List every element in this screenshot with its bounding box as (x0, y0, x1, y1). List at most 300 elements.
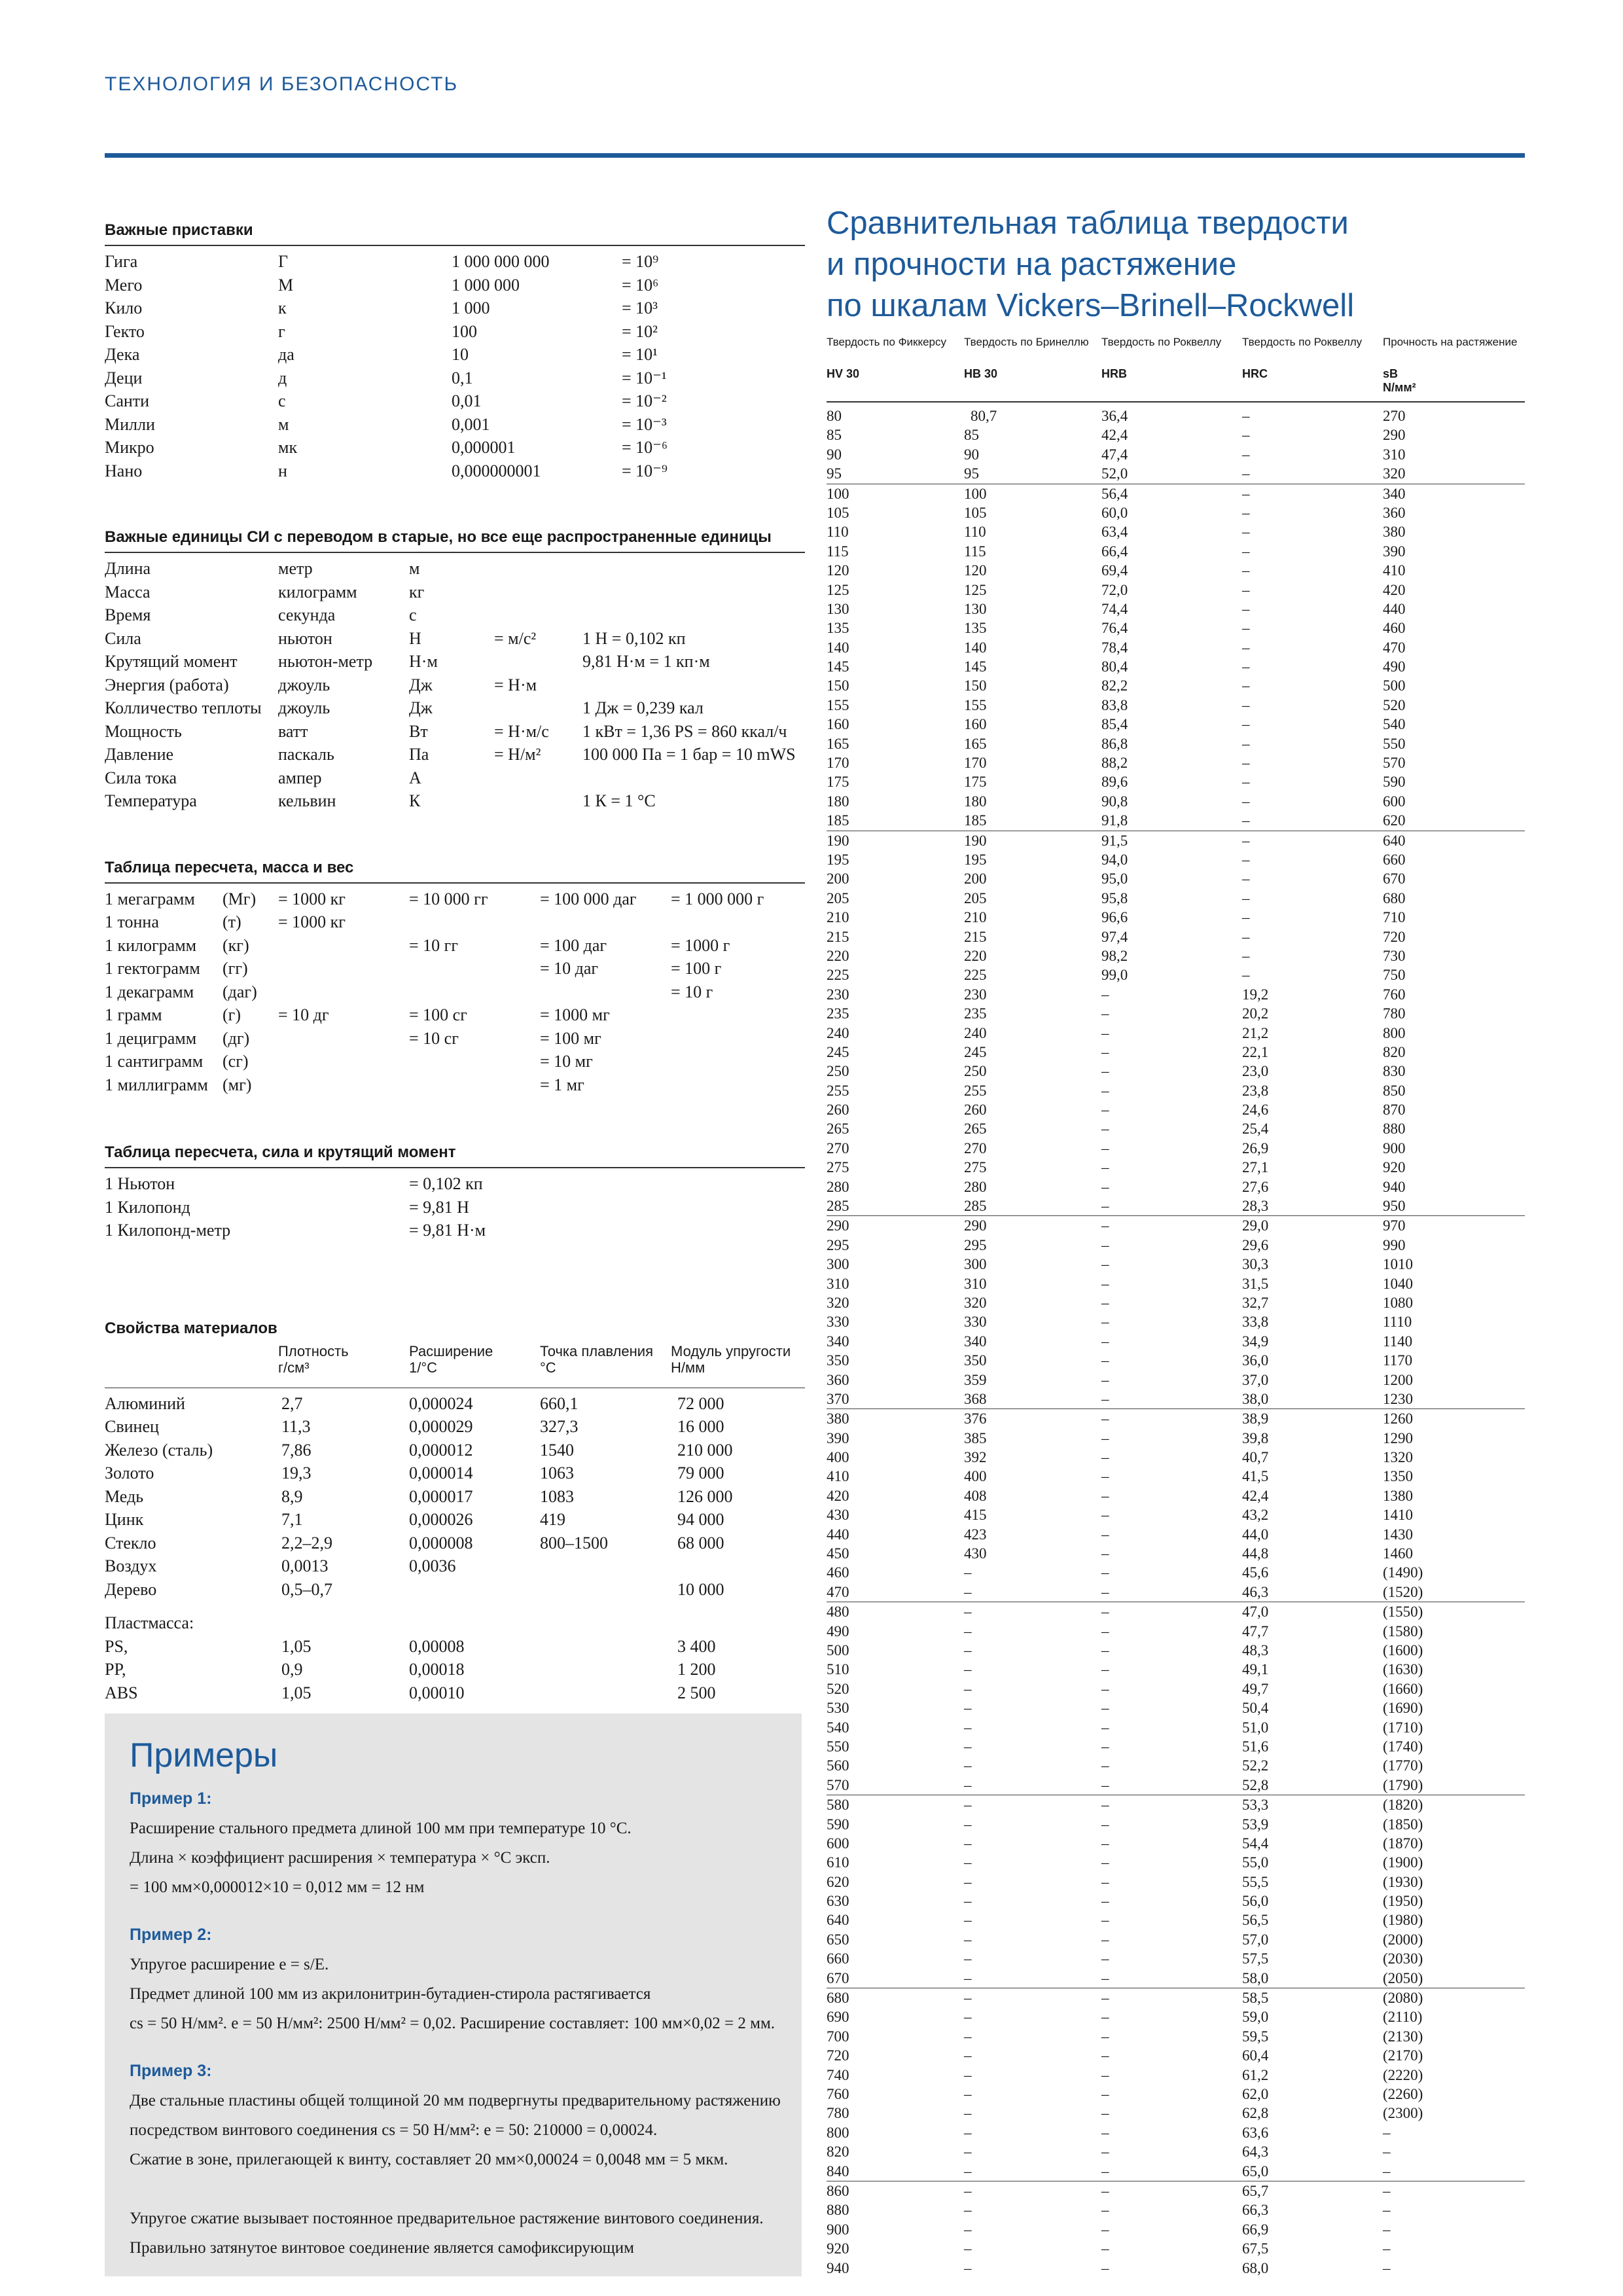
prefix-row-cell: = 10⁻⁹ (622, 461, 668, 480)
examples-title: Примеры (130, 1736, 278, 1774)
hardness-cell: 650 (827, 1931, 849, 1948)
hardness-cell: 500 (1383, 677, 1406, 694)
hardness-cell: 78,4 (1101, 639, 1128, 656)
si-unit-row-cell: = м/с² (494, 628, 537, 648)
plastic-row (105, 1658, 805, 1681)
hardness-cell: – (1242, 793, 1250, 810)
hardness-cell: 500 (827, 1642, 849, 1659)
hardness-cell: – (1101, 2240, 1109, 2257)
hardness-cell: – (1101, 1005, 1109, 1022)
hardness-cell: 145 (964, 658, 987, 675)
hardness-cell: (1690) (1383, 1700, 1423, 1717)
hardness-cell: 34,9 (1242, 1333, 1269, 1350)
hardness-cell: – (1101, 1139, 1109, 1157)
hardness-cell: – (964, 1990, 972, 2007)
hardness-cell: – (964, 1583, 972, 1600)
hardness-row (827, 1158, 1525, 1177)
hardness-cell: – (964, 1912, 972, 1929)
hardness-row (827, 638, 1525, 657)
hardness-cell: 290 (827, 1217, 849, 1234)
hardness-cell: 53,9 (1242, 1816, 1269, 1833)
mass-row-cell: = 100 мг (540, 1028, 601, 1048)
prefix-row-cell: = 10² (622, 321, 658, 341)
hardness-cell: – (964, 1623, 972, 1640)
si-unit-row (105, 627, 805, 651)
mass-row-cell: = 10 сг (409, 1028, 459, 1048)
hardness-cell: 380 (1383, 524, 1406, 541)
prefix-row-cell: Милли (105, 414, 155, 434)
hardness-row (827, 1043, 1525, 1062)
si-unit-row-cell: Крутящий момент (105, 652, 238, 671)
material-row-cell: 94 000 (677, 1510, 724, 1529)
si-unit-row-cell: ампер (278, 768, 322, 787)
si-unit-row-cell: килограмм (278, 582, 357, 601)
force-row-cell: = 9,81 Н·м (409, 1221, 486, 1240)
force-row (105, 1196, 805, 1219)
hardness-cell: – (964, 1969, 972, 1986)
hardness-cell: 320 (964, 1294, 987, 1311)
mass-row-cell: = 100 г (671, 959, 722, 978)
hardness-cell: 220 (827, 947, 849, 964)
force-section (105, 1143, 805, 1242)
example-heading: Пример 3: (130, 2062, 212, 2080)
si-units-title: Важные единицы СИ с переводом в старые, но все еще распространенные единицы (105, 528, 805, 553)
example-line (130, 2174, 810, 2204)
hardness-cell: (1600) (1383, 1642, 1423, 1659)
hardness-cell: – (1383, 2221, 1391, 2238)
mass-row-cell: = 10 г (671, 982, 713, 1001)
hardness-row (827, 1409, 1525, 1428)
force-row-cell: 1 Ньютон (105, 1174, 175, 1193)
force-row-cell: = 9,81 Н (409, 1197, 469, 1217)
hardness-cell: 670 (827, 1969, 849, 1986)
material-row-cell: 0,000029 (409, 1417, 473, 1436)
si-unit-row-cell: кельвин (278, 791, 336, 810)
materials-table (105, 1392, 805, 1705)
material-row-cell: 10 000 (677, 1579, 724, 1599)
hardness-cell: 1110 (1383, 1314, 1412, 1331)
si-unit-row-cell: с (409, 605, 417, 624)
si-unit-row-cell: Длина (105, 559, 151, 578)
hardness-cell: – (964, 2047, 972, 2064)
prefix-row-cell: = 10⁻³ (622, 414, 667, 434)
hardness-cell: 410 (827, 1468, 849, 1485)
hardness-cell: 180 (964, 793, 987, 810)
hardness-cell: 180 (827, 793, 849, 810)
hardness-cell: 56,4 (1101, 485, 1128, 502)
hardness-row (827, 811, 1525, 831)
hardness-cell: 215 (827, 928, 849, 945)
hardness-row (827, 1718, 1525, 1737)
si-unit-row-cell: кг (409, 582, 425, 601)
hardness-cell: 190 (827, 832, 849, 849)
hardness-row (827, 1873, 1525, 1892)
hardness-cell: 800 (1383, 1024, 1406, 1041)
hardness-cell: – (1242, 658, 1250, 675)
hardness-cell: – (1101, 1816, 1109, 1833)
hardness-cell: 88,2 (1101, 755, 1128, 772)
prefix-row-cell: 0,000000001 (452, 461, 541, 480)
material-row-cell: 7,1 (281, 1510, 303, 1529)
hardness-cell: 215 (964, 928, 987, 945)
force-row (105, 1219, 805, 1242)
hardness-row (827, 985, 1525, 1004)
hardness-cell: – (1383, 2202, 1391, 2219)
hardness-cell: 376 (964, 1410, 987, 1427)
hardness-cell: – (964, 1835, 972, 1852)
mass-row-cell: (т) (223, 912, 241, 931)
hardness-cell: – (964, 1564, 972, 1581)
mass-row-cell: 1 миллиграмм (105, 1075, 208, 1094)
material-row-cell: 8,9 (281, 1486, 303, 1506)
hardness-row (827, 1892, 1525, 1910)
hardness-row (827, 831, 1525, 850)
prefix-row-cell: 1 000 000 000 (452, 252, 550, 271)
hardness-cell: 600 (1383, 793, 1406, 810)
hardness-cell: – (1101, 1680, 1109, 1697)
hardness-cell: – (1101, 2202, 1109, 2219)
hardness-cell: 195 (827, 851, 849, 868)
hardness-row (827, 734, 1525, 753)
hardness-cell: – (1242, 909, 1250, 926)
mass-row (105, 1027, 805, 1050)
hardness-cell: – (964, 2259, 972, 2276)
hardness-cell: – (1101, 1487, 1109, 1504)
si-unit-row-cell: Сила (105, 628, 141, 648)
hardness-cell: – (964, 1661, 972, 1678)
hardness-row (827, 1988, 1525, 2007)
material-row (105, 1532, 805, 1555)
hardness-cell: – (1101, 1043, 1109, 1060)
hardness-cell: – (1101, 2162, 1109, 2179)
hardness-cell: – (1101, 1912, 1109, 1929)
hardness-cell: – (964, 2066, 972, 2083)
hardness-cell: – (964, 1642, 972, 1659)
hardness-cell: 470 (827, 1583, 849, 1600)
hardness-cell: – (1101, 1102, 1109, 1119)
prefix-row-cell: = 10⁹ (622, 252, 659, 271)
si-unit-row (105, 696, 805, 720)
hardness-cell: – (1101, 2259, 1109, 2276)
hardness-cell: 165 (964, 735, 987, 752)
hardness-cell: 340 (827, 1333, 849, 1350)
hardness-cell: 57,0 (1242, 1931, 1269, 1948)
plastic-row-cell: PP, (105, 1660, 126, 1679)
hardness-cell: – (1101, 1275, 1109, 1292)
hardness-cell: – (1101, 1082, 1109, 1099)
hardness-cell: 130 (827, 600, 849, 617)
hardness-cell: (2050) (1383, 1969, 1423, 1986)
si-unit-row-cell: Энергия (работа) (105, 675, 229, 694)
hardness-row (827, 2181, 1525, 2200)
hardness-cell: (1630) (1383, 1661, 1423, 1678)
hardness-cell: 135 (964, 620, 987, 637)
hardness-cell: 1230 (1383, 1390, 1413, 1407)
hardness-cell: – (1101, 1661, 1109, 1678)
material-row-cell: 0,000026 (409, 1510, 473, 1529)
hardness-cell: 25,4 (1242, 1121, 1269, 1138)
hardness-cell: – (1101, 1969, 1109, 1986)
hardness-cell: 265 (827, 1121, 849, 1138)
hardness-cell: 155 (964, 696, 987, 713)
hardness-row (827, 1332, 1525, 1351)
hardness-cell: 920 (827, 2240, 849, 2257)
hardness-cell: (1710) (1383, 1719, 1423, 1736)
hardness-cell: 28,3 (1242, 1198, 1269, 1215)
hardness-cell: 61,2 (1242, 2066, 1269, 2083)
si-unit-row (105, 557, 805, 581)
prefix-row-cell: 0,1 (452, 368, 473, 387)
hardness-row (827, 1119, 1525, 1138)
hardness-subheader-cell: HB 30 (964, 367, 998, 380)
hardness-row (827, 1969, 1525, 1988)
hardness-cell: 65,7 (1242, 2182, 1269, 2199)
mass-row (105, 934, 805, 958)
hardness-cell: 41,5 (1242, 1468, 1269, 1485)
mass-row (105, 1050, 805, 1073)
hardness-cell: – (1242, 889, 1250, 906)
hardness-cell: 760 (827, 2085, 849, 2102)
hardness-cell: 480 (827, 1604, 849, 1621)
hardness-cell: – (1101, 1468, 1109, 1485)
example-line: Предмет длиной 100 мм из акрилонитрин-бутадиен-стирола растягивается (130, 1985, 651, 2003)
hardness-cell: 120 (827, 562, 849, 579)
hardness-row (827, 1834, 1525, 1853)
prefix-row-cell: Г (278, 252, 289, 271)
hardness-cell: 225 (827, 967, 849, 984)
hardness-row (827, 1602, 1525, 1621)
hardness-row (827, 792, 1525, 811)
hardness-cell: 1040 (1383, 1275, 1413, 1292)
hardness-cell: 63,6 (1242, 2124, 1269, 2141)
hardness-cell: 82,2 (1101, 677, 1128, 694)
hardness-cell: 470 (1383, 639, 1406, 656)
prefixes-section (105, 221, 805, 482)
hardness-cell: – (1101, 1217, 1109, 1234)
hardness-cell: 940 (1383, 1178, 1406, 1195)
hardness-cell: 410 (1383, 562, 1406, 579)
hardness-row (827, 1312, 1525, 1331)
hardness-table (827, 406, 1525, 2278)
hardness-row (827, 946, 1525, 965)
hardness-row (827, 1660, 1525, 1679)
material-row-cell: Золото (105, 1463, 154, 1482)
hardness-cell: 1410 (1383, 1507, 1413, 1524)
mass-row-cell: = 100 даг (540, 935, 607, 955)
hardness-cell: 19,2 (1242, 986, 1269, 1003)
hardness-cell: 380 (827, 1410, 849, 1427)
hardness-row (827, 2200, 1525, 2219)
mass-row-cell: (г) (223, 1005, 241, 1024)
hardness-row (827, 2162, 1525, 2181)
hardness-cell: 350 (964, 1352, 987, 1369)
hardness-cell: – (1101, 1236, 1109, 1253)
hardness-title-line: по шкалам Vickers–Brinell–Rockwell (827, 288, 1355, 323)
hardness-cell: 490 (1383, 658, 1406, 675)
hardness-cell: 95 (964, 465, 979, 482)
hardness-cell: 50,4 (1242, 1700, 1269, 1717)
hardness-cell: – (964, 1854, 972, 1871)
hardness-cell: 520 (1383, 696, 1406, 713)
hardness-cell: (1740) (1383, 1738, 1423, 1755)
hardness-cell: 115 (964, 543, 986, 560)
hardness-cell: – (1101, 1024, 1109, 1041)
example-line: Правильно затянутое винтовое соединение является самофиксирующим (130, 2239, 634, 2257)
hardness-row (827, 1100, 1525, 1119)
prefix-row-cell: д (278, 368, 287, 387)
hardness-cell: 200 (964, 870, 987, 888)
hardness-cell: 820 (827, 2144, 849, 2161)
material-row (105, 1392, 805, 1416)
material-row-cell: 19,3 (281, 1463, 312, 1482)
material-row (105, 1578, 805, 1602)
prefix-row-cell: мк (278, 438, 298, 457)
materials-header-cell: Модуль упругости Н/мм (671, 1342, 791, 1376)
hardness-cell: 275 (964, 1159, 987, 1176)
hardness-cell: 230 (964, 986, 987, 1003)
hardness-cell: 350 (827, 1352, 849, 1369)
hardness-row (827, 445, 1525, 464)
hardness-cell: 670 (1383, 870, 1406, 888)
material-row-cell: 210 000 (677, 1440, 733, 1460)
hardness-cell: – (1242, 620, 1250, 637)
hardness-row (827, 1698, 1525, 1717)
si-unit-row-cell: = Н/м² (494, 745, 541, 764)
hardness-header-cell: Твердость по Фиккерсу (827, 336, 947, 348)
hardness-cell: – (964, 2144, 972, 2161)
hardness-row (827, 1679, 1525, 1698)
hardness-cell: 250 (964, 1063, 987, 1080)
hardness-row (827, 2027, 1525, 2046)
mass-row-cell: (кг) (223, 935, 249, 955)
hardness-cell: 100 (827, 485, 849, 502)
hardness-cell: – (1101, 2221, 1109, 2238)
prefix-row-cell: Нано (105, 461, 143, 480)
hardness-cell: 275 (827, 1159, 849, 1176)
force-row-cell: 1 Килопонд-метр (105, 1221, 231, 1240)
plastic-row-cell: 1,05 (281, 1636, 312, 1656)
hardness-row (827, 965, 1525, 984)
hardness-cell: 24,6 (1242, 1102, 1269, 1119)
plastics-table (105, 1635, 805, 1705)
hardness-cell: 800 (827, 2124, 849, 2141)
hardness-cell: – (964, 2221, 972, 2238)
hardness-cell: 125 (827, 581, 849, 598)
force-row (105, 1172, 805, 1196)
si-unit-row-cell: А (409, 768, 421, 787)
mass-row-cell: = 10 000 гг (409, 889, 488, 908)
material-row-cell: Дерево (105, 1579, 157, 1599)
mass-row (105, 1073, 805, 1097)
plastic-row-cell: 0,00018 (409, 1660, 465, 1679)
hardness-cell: 175 (964, 774, 987, 791)
si-unit-row-cell: 1 кВт = 1,36 PS = 860 ккал/ч (582, 721, 787, 741)
hardness-cell: 270 (964, 1139, 987, 1157)
hardness-cell: – (1242, 408, 1250, 424)
prefix-row-cell: Мего (105, 275, 143, 295)
example-line: Упругое сжатие вызывает постоянное предварительное растяжение винтового соединения. (130, 2210, 764, 2227)
hardness-cell: 85 (964, 427, 979, 444)
hardness-cell: 700 (827, 2028, 849, 2045)
hardness-cell: 74,4 (1101, 600, 1128, 617)
hardness-cell: 290 (964, 1217, 987, 1234)
force-table (105, 1172, 805, 1242)
hardness-cell: – (1101, 1931, 1109, 1948)
hardness-cell: 1350 (1383, 1468, 1413, 1485)
hardness-header-cell: Твердость по Роквеллу (1242, 336, 1363, 348)
hardness-cell: – (964, 1816, 972, 1833)
si-unit-row-cell: метр (278, 559, 313, 578)
hardness-cell: 640 (1383, 832, 1406, 849)
material-row-cell: 0,0036 (409, 1556, 456, 1575)
material-row-cell: 68 000 (677, 1533, 724, 1552)
hardness-row (827, 2007, 1525, 2026)
hardness-row (827, 1563, 1525, 1582)
hardness-cell: 99,0 (1101, 967, 1128, 984)
hardness-cell: 820 (1383, 1043, 1406, 1060)
hardness-cell: – (964, 2240, 972, 2257)
hardness-row (827, 1293, 1525, 1312)
hardness-cell: 39,8 (1242, 1429, 1269, 1446)
hardness-cell: 47,7 (1242, 1623, 1269, 1640)
hardness-cell: 140 (827, 639, 849, 656)
hardness-cell: 58,5 (1242, 1990, 1269, 2007)
hardness-row (827, 1505, 1525, 1524)
mass-row-cell: = 1 000 000 г (671, 889, 764, 908)
hardness-cell: 95,0 (1101, 870, 1128, 888)
hardness-cell: 1320 (1383, 1449, 1413, 1466)
hardness-cell: – (1101, 1642, 1109, 1659)
hardness-cell: 900 (827, 2221, 849, 2238)
hardness-cell: 51,6 (1242, 1738, 1269, 1755)
si-units-table (105, 557, 805, 813)
hardness-cell: – (964, 1757, 972, 1774)
material-row-cell: 419 (540, 1510, 565, 1529)
si-unit-row-cell: Н·м (409, 652, 438, 671)
example-line: Две стальные пластины общей толщиной 20 мм подвергнуты предварительному растяжению (130, 2092, 781, 2109)
hardness-cell: – (964, 1776, 972, 1793)
hardness-row (827, 2085, 1525, 2104)
material-row-cell: Железо (сталь) (105, 1440, 213, 1460)
si-unit-row-cell: Температура (105, 791, 197, 810)
hardness-cell: – (1101, 2144, 1109, 2161)
hardness-column (827, 203, 1525, 2278)
prefix-row-cell: 0,01 (452, 391, 482, 410)
hardness-cell: 620 (827, 1873, 849, 1890)
hardness-cell: 255 (827, 1082, 849, 1099)
hardness-cell: 21,2 (1242, 1024, 1269, 1041)
hardness-row (827, 561, 1525, 580)
hardness-cell: 460 (1383, 620, 1406, 637)
hardness-cell: – (964, 1604, 972, 1621)
hardness-cell: 920 (1383, 1159, 1406, 1176)
hardness-cell: – (1242, 543, 1250, 560)
hardness-cell: 59,0 (1242, 2009, 1269, 2026)
hardness-cell: – (964, 2028, 972, 2045)
mass-row-cell: 1 мегаграмм (105, 889, 195, 908)
material-row-cell: 0,000024 (409, 1393, 473, 1413)
hardness-cell: 1430 (1383, 1526, 1413, 1543)
hardness-cell: 60,0 (1101, 504, 1128, 521)
hardness-cell: – (1242, 928, 1250, 945)
hardness-cell: (1790) (1383, 1776, 1423, 1793)
si-unit-row-cell: 9,81 Н·м = 1 кп·м (582, 652, 710, 671)
hardness-cell: 520 (827, 1680, 849, 1697)
hardness-cell: – (1383, 2162, 1391, 2179)
plastics-label: Пластмасса: (105, 1613, 194, 1632)
mass-title: Таблица пересчета, масса и вес (105, 859, 805, 884)
si-unit-row (105, 603, 805, 627)
